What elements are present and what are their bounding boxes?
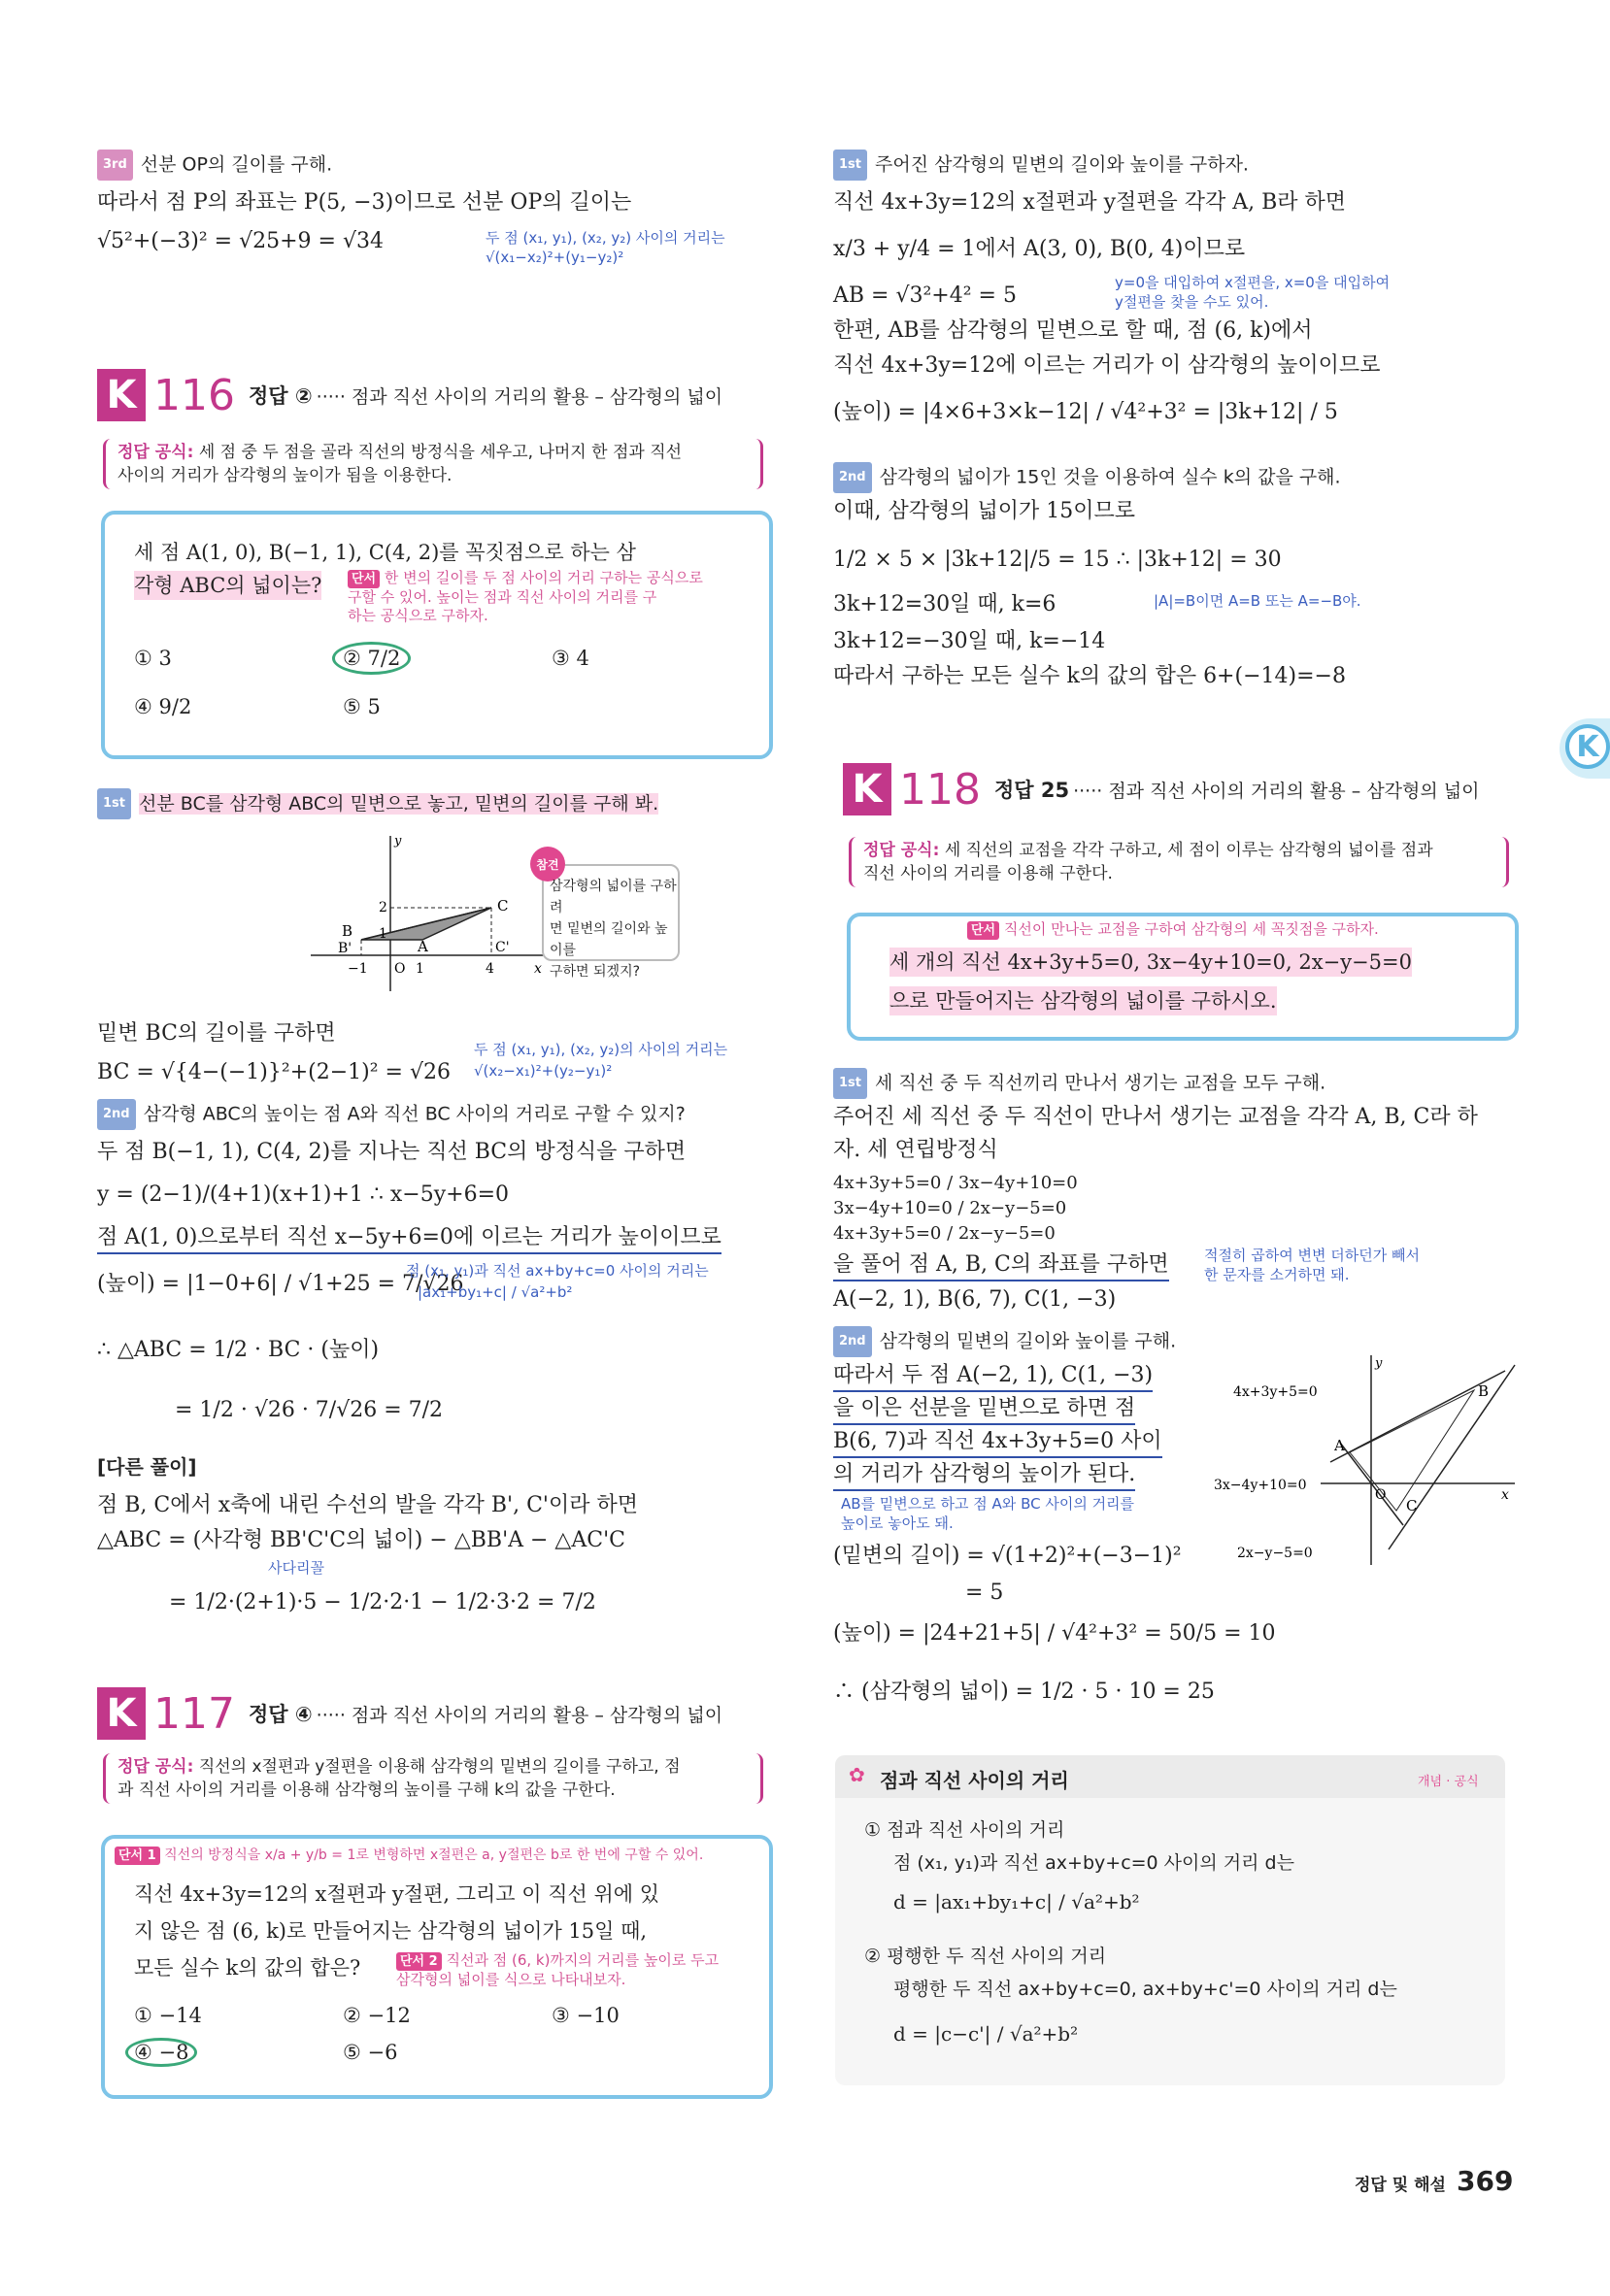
s-note-3: AB를 밑변으로 하고 점 A와 BC 사이의 거리를 [841,1495,1135,1513]
chapter-side-tab[interactable] [1560,718,1610,779]
hint2-117 [396,1951,719,1989]
option-5[interactable]: ⑤ −6 [343,2041,398,2064]
s-line-11: (높이) = |24+21+5| / √4²+3² = 50/5 = 10 [833,1621,1276,1646]
r-line-2: x/3 + y/4 = 1에서 A(3, 0), B(0, 4)이므로 [833,237,1246,261]
system-2: 3x−4y+10=0 / 2x−y−5=0 [833,1198,1067,1218]
option-3[interactable]: ③ 4 [552,647,589,670]
cont-step-text: 선분 OP의 길이를 구해. [140,153,333,176]
hint-line-3: 하는 공식으로 구하자. [348,607,488,624]
r-line-3: AB = √3²+4² = 5 [833,283,1017,308]
hint1-text: 직선의 방정식을 x/a + y/b = 1로 변형하면 x절편은 a, y절편은 b로 한 번에 구할 수 있어. [164,1847,704,1863]
hint-tag: 단서 [967,921,999,940]
problem-number: 117 [153,1688,235,1739]
graph-label: C [497,897,509,915]
alt-note: 사다리꼴 [268,1559,324,1577]
base-note-1: 두 점 (x₁, y₁), (x₂, y₂)의 사이의 거리는 [474,1041,728,1058]
concept-box [835,1755,1505,2085]
formula-box-118 [849,837,1509,887]
option-2[interactable]: ② −12 [343,2004,411,2027]
graph-label: 1 [379,926,387,942]
step2-text: 삼각형의 넓이가 15인 것을 이용하여 실수 k의 값을 구해. [879,466,1341,488]
question-line-3: 모든 실수 k의 값의 합은? [134,1956,361,1980]
r-line-6: (높이) = |4×6+3×k−12| / √4²+3² = |3k+12| / 5 [833,400,1338,424]
option-4[interactable]: ④ 9/2 [134,695,192,718]
s-note-4: 높이로 놓아도 돼. [841,1514,954,1532]
concept-tag: 개념 · 공식 [1418,1775,1479,1789]
r-line-9: 3k+12=30일 때, k=6 [833,592,1057,616]
step-badge: 1st [833,150,867,181]
question-line-2: 지 않은 점 (6, k)로 만들어지는 삼각형의 넓이가 15일 때, [134,1919,648,1943]
sol-note-1: 점 (x₁, y₁)과 직선 ax+by+c=0 사이의 거리는 [406,1262,709,1280]
answer-label: 정답 ② [248,384,313,408]
answer-label: 정답 25 [993,779,1070,802]
step1-text: 세 직선 중 두 직선끼리 만나서 생기는 교점을 모두 구해. [875,1072,1326,1094]
hint-line-2: 구할 수 있어. 높이는 점과 직선 사이의 거리를 구 [348,588,657,606]
hint2-line-1: 직선과 점 (6, k)까지의 거리를 높이로 두고 [446,1951,720,1969]
k-badge: K [97,1687,146,1740]
step1-text: 선분 BC를 삼각형 ABC의 밑변으로 놓고, 밑변의 길이를 구해 봐. [139,792,659,815]
hint1-tag: 단서 1 [115,1847,160,1865]
concept-item-1c: d = |ax₁+by₁+c| / √a²+b² [893,1890,1140,1913]
cont-line-1: 따라서 점 P의 좌표는 P(5, −3)이므로 선분 OP의 길이는 [97,190,632,215]
s-line-12: ∴ (삼각형의 넓이) = 1/2 · 5 · 10 = 25 [833,1680,1215,1704]
hint-text: 직선이 만나는 교점을 구하여 삼각형의 세 꼭짓점을 구하자. [1003,920,1379,938]
graph-label: 4 [486,961,494,977]
option-3[interactable]: ③ −10 [552,2004,620,2027]
topic-label: ····· 점과 직선 사이의 거리의 활용 – 삼각형의 넓이 [1073,780,1480,802]
graph-label: C' [495,940,510,955]
step2-row-118 [833,1326,1176,1357]
r-note-2: y절편을 찾을 수도 있어. [1115,293,1269,311]
sol-line-3: 점 A(1, 0)으로부터 직선 x−5y+6=0에 이르는 거리가 높이이므로 [97,1223,721,1254]
base-line-2: BC = √{4−(−1)}²+(2−1)² = √26 [97,1060,451,1084]
cont-note-1: 두 점 (x₁, y₁), (x₂, y₂) 사이의 거리는 [486,229,725,247]
question-line-2: 으로 만들어지는 삼각형의 넓이를 구하시오. [889,986,1277,1015]
graph-label: y [394,834,402,849]
step-badge: 1st [833,1068,867,1099]
step2-row-117 [833,462,1341,493]
concept-item-1b: 점 (x₁, y₁)과 직선 ax+by+c=0 사이의 거리 d는 [893,1852,1294,1874]
cont-note-2: √(x₁−x₂)²+(y₁−y₂)² [486,249,624,266]
alt-line-1: 점 B, C에서 x축에 내린 수선의 발을 각각 B', C'이라 하면 [97,1493,638,1517]
alt-line-2: △ABC = (사각형 BB'C'C의 넓이) − △BB'A − △AC'C [97,1528,625,1552]
step1-row-116 [97,788,658,819]
hint-line-1: 한 변의 길이를 두 점 사이의 거리 구하는 공식으로 [384,569,703,586]
tip-tag: 참견 [530,847,565,882]
sol-line-1: 두 점 B(−1, 1), C(4, 2)를 지나는 직선 BC의 방정식을 구하면 [97,1140,687,1164]
question-line-2: 각형 ABC의 넓이는? [134,571,321,600]
r-line-4: 한편, AB를 삼각형의 밑변으로 할 때, 점 (6, k)에서 [833,318,1313,343]
footer-label: 정답 및 해설 [1355,2176,1446,2195]
step-badge: 3rd [97,150,133,181]
r-line-10: 3k+12=−30일 때, k=−14 [833,629,1106,653]
tip-line-3: 구하면 되겠지? [550,964,641,980]
question-box-118 [847,913,1519,1041]
step-badge: 2nd [833,1326,872,1357]
option-4-selected[interactable]: ④ −8 [125,2038,197,2067]
r-line-5: 직선 4x+3y=12에 이르는 거리가 이 삼각형의 높이이므로 [833,353,1381,378]
graph-label: −1 [348,961,368,977]
step1-row-118 [833,1068,1325,1099]
tip-line-2: 면 밑변의 길이와 높이를 [550,921,668,958]
graph-label: x [1501,1487,1509,1503]
r-line-11: 따라서 구하는 모든 실수 k의 값의 합은 6+(−14)=−8 [833,664,1346,688]
base-note-2: √(x₂−x₁)²+(y₂−y₁)² [474,1062,613,1080]
base-line-1: 밑변 BC의 길이를 구하면 [97,1021,336,1046]
graph-label: 3x−4y+10=0 [1214,1478,1307,1493]
sol-line-5: ∴ △ABC = 1/2 · BC · (높이) [97,1338,380,1362]
step2-text: 삼각형 ABC의 높이는 점 A와 직선 BC 사이의 거리로 구할 수 있지? [143,1103,686,1125]
flower-icon: ✿ [849,1763,865,1786]
hint-116 [348,569,755,625]
problem-number: 118 [899,764,981,815]
graph-label: B' [338,941,352,956]
topic-label: ····· 점과 직선 사이의 거리의 활용 – 삼각형의 넓이 [316,385,723,408]
s-line-3: 을 풀어 점 A, B, C의 좌표를 구하면 [833,1250,1169,1281]
sol-note-2: |ax₁+by₁+c| / √a²+b² [418,1283,573,1301]
r-note-3: |A|=B이면 A=B 또는 A=−B야. [1154,592,1361,610]
question-line-1: 직선 4x+3y=12의 x절편과 y절편, 그리고 이 직선 위에 있 [134,1882,659,1906]
step-badge: 2nd [833,462,872,493]
graph-label: 2 [379,900,387,915]
r-note-1: y=0을 대입하여 x절편을, x=0을 대입하여 [1115,274,1391,291]
question-box-116 [101,511,773,759]
concept-title: 점과 직선 사이의 거리 [880,1769,1069,1792]
coordinate-graph-118 [1214,1346,1515,1569]
system-3: 4x+3y+5=0 / 2x−y−5=0 [833,1223,1056,1244]
question-line-1: 세 개의 직선 4x+3y+5=0, 3x−4y+10=0, 2x−y−5=0 [889,948,1412,977]
s-line-10: = 5 [965,1581,1004,1605]
sol-line-6: = 1/2 · √26 · 7/√26 = 7/2 [175,1398,444,1422]
sol-line-4: (높이) = |1−0+6| / √1+25 = 7/√26 [97,1272,464,1296]
graph-label: B [342,922,353,940]
graph-label: O [1375,1487,1387,1503]
s-line-7: B(6, 7)과 직선 4x+3y+5=0 사이 [833,1427,1162,1458]
hint2-tag: 단서 2 [396,1952,442,1971]
concept-item-2: ② 평행한 두 직선 사이의 거리 [864,1946,1107,1967]
question-line-1: 세 점 A(1, 0), B(−1, 1), C(4, 2)를 꼭짓점으로 하는 삼 [134,541,636,564]
alt-title: [다른 풀이] [97,1455,197,1479]
step-badge: 2nd [97,1099,136,1130]
s-note-2: 한 문자를 소거하면 돼. [1204,1266,1350,1283]
formula-text-1: 세 점 중 두 점을 골라 직선의 방정식을 세우고, 나머지 한 점과 직선 [198,443,683,462]
option-2-selected[interactable]: ② 7/2 [332,642,411,675]
step-badge: 1st [97,788,131,819]
hint-tag: 단서 [348,570,380,588]
k-badge: K [97,369,146,421]
problem-number: 116 [153,370,235,420]
hint2-line-2: 삼각형의 넓이를 식으로 나타내보자. [396,1971,626,1988]
tip-text [550,876,678,982]
hint-118 [967,920,1379,940]
cont-step-row [97,150,332,181]
formula-text-2: 과 직선 사이의 거리를 이용해 삼각형의 높이를 구해 k의 값을 구한다. [117,1780,616,1800]
formula-text-1: 직선의 x절편과 y절편을 이용해 삼각형의 밑변의 길이를 구하고, 점 [198,1757,681,1777]
formula-label: 정답 공식: [117,1757,194,1777]
step2-text: 삼각형의 밑변의 길이와 높이를 구해. [879,1330,1177,1352]
hint1-117 [115,1847,703,1865]
formula-label: 정답 공식: [117,443,194,462]
formula-box-117 [103,1753,763,1804]
question-box-117 [101,1835,773,2099]
graph-label: 1 [416,961,424,977]
option-1[interactable]: ① −14 [134,2004,202,2027]
problem-header-116 [97,369,722,421]
sol-line-2: y = (2−1)/(4+1)(x+1)+1 ∴ x−5y+6=0 [97,1182,509,1207]
chapter-k-icon: K [1565,724,1610,769]
formula-text-2: 직선 사이의 거리를 이용해 구한다. [863,864,1113,883]
step1-row-117 [833,150,1249,181]
option-5[interactable]: ⑤ 5 [343,695,381,718]
r-line-8: 1/2 × 5 × |3k+12|/5 = 15 ∴ |3k+12| = 30 [833,548,1282,572]
concept-item-2c: d = |c−c'| / √a²+b² [893,2022,1079,2046]
alt-line-3: = 1/2·(2+1)·5 − 1/2·2·1 − 1/2·3·2 = 7/2 [169,1590,596,1614]
step2-row-116 [97,1099,686,1130]
formula-label: 정답 공식: [863,841,940,860]
graph-label: y [1375,1356,1383,1371]
graph-label: x [534,961,542,977]
graph-label: 2x−y−5=0 [1237,1546,1313,1561]
concept-item-2b: 평행한 두 직선 ax+by+c=0, ax+by+c'=0 사이의 거리 d는 [893,1979,1397,2000]
graph-label: C [1406,1497,1418,1514]
formula-text-1: 세 직선의 교점을 각각 구하고, 세 점이 이루는 삼각형의 넓이를 점과 [944,841,1433,860]
graph-label: O [394,961,406,977]
coordinate-graph-116 [301,831,544,996]
tip-bubble [536,857,680,980]
graph-label: 4x+3y+5=0 [1233,1384,1318,1400]
cont-line-2: √5²+(−3)² = √25+9 = √34 [97,229,384,253]
k-badge: K [843,763,891,815]
r-line-7: 이때, 삼각형의 넓이가 15이므로 [833,499,1135,523]
system-1: 4x+3y+5=0 / 3x−4y+10=0 [833,1173,1078,1193]
s-line-9: (밑변의 길이) = √(1+2)²+(−3−1)² [833,1544,1182,1568]
formula-box-116 [103,439,763,489]
left-column [97,146,777,2136]
formula-text-2: 사이의 거리가 삼각형의 높이가 됨을 이용한다. [117,466,453,485]
s-note-1: 적절히 곱하여 변변 더하던가 빼서 [1204,1247,1420,1264]
s-line-6: 을 이은 선분을 밑변으로 하면 점 [833,1394,1135,1425]
concept-item-1: ① 점과 직선 사이의 거리 [864,1819,1065,1841]
problem-header-118 [843,763,1479,815]
graph-label: B [1478,1382,1490,1400]
graph-label: A [418,938,428,955]
s-line-4: A(−2, 1), B(6, 7), C(1, −3) [833,1287,1117,1312]
s-line-8: 의 거리가 삼각형의 높이가 된다. [833,1460,1135,1491]
s-line-2: 자. 세 연립방정식 [833,1138,998,1162]
step1-text: 주어진 삼각형의 밑변의 길이와 높이를 구하자. [875,153,1249,176]
answer-label: 정답 ④ [248,1703,313,1726]
s-line-5: 따라서 두 점 A(−2, 1), C(1, −3) [833,1361,1153,1392]
topic-label: ····· 점과 직선 사이의 거리의 활용 – 삼각형의 넓이 [316,1704,723,1726]
tip-line-1: 삼각형의 넓이를 구하려 [550,879,677,915]
problem-header-117 [97,1687,722,1740]
graph-label: A [1334,1437,1345,1454]
r-line-1: 직선 4x+3y=12의 x절편과 y절편을 각각 A, B라 하면 [833,190,1347,215]
page-number: 369 [1457,2165,1514,2197]
s-line-1: 주어진 세 직선 중 두 직선이 만나서 생기는 교점을 각각 A, B, C라 하 [833,1105,1478,1129]
page-footer [1355,2165,1514,2197]
option-1[interactable]: ① 3 [134,647,172,670]
